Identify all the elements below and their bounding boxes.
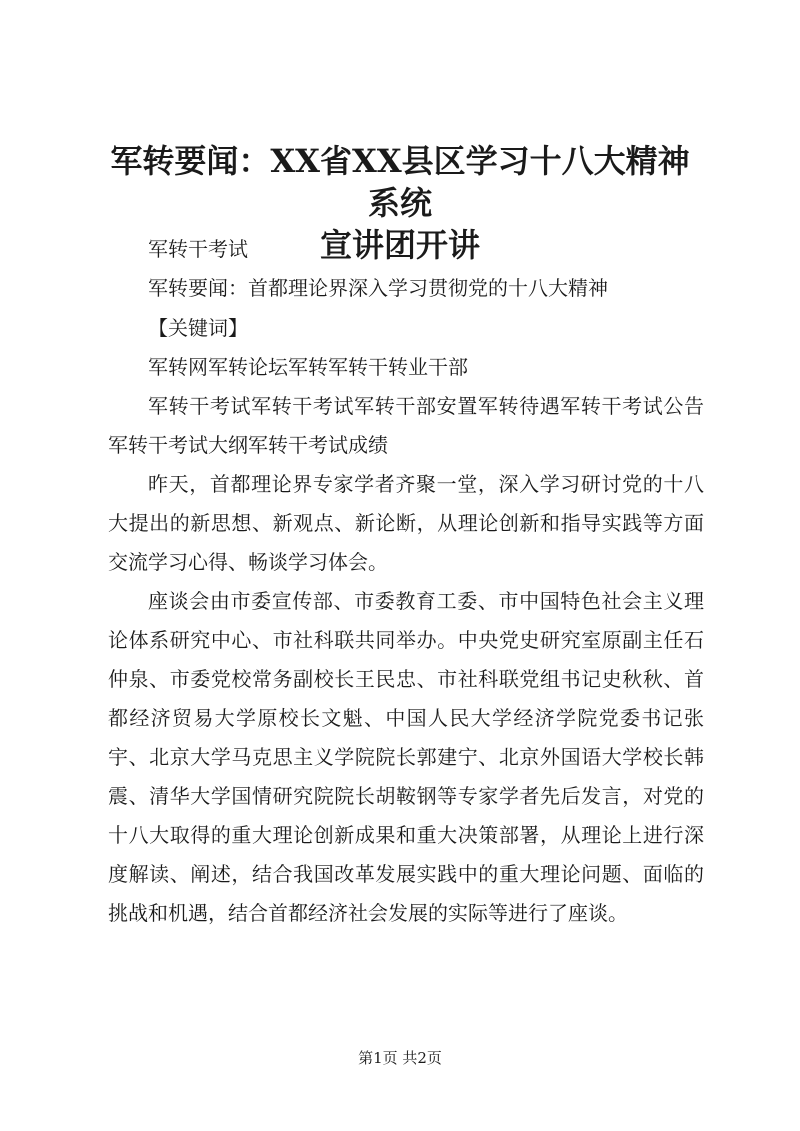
paragraph-headline: 军转要闻：首都理论界深入学习贯彻党的十八大精神: [148, 276, 608, 300]
document-body: [108, 230, 704, 933]
paragraph-keywords-heading: 【关键词】: [148, 316, 248, 340]
title-line-2: 宣讲团开讲: [319, 226, 480, 264]
paragraph-intro: 昨天，首都理论界专家学者齐聚一堂，深入学习研讨党的十八大提出的新思想、新观点、新论断，从理论创新和指导实践等方面交流学习心得、畅谈学习体会。: [108, 472, 704, 574]
paragraph-keywords-2: 军转干考试军转干考试军转干部安置军转待遇军转干考试公告军转干考试大纲军转干考试成绩: [108, 394, 704, 457]
paragraph-keywords-1: 军转网军转论坛军转军转干转业干部: [148, 355, 468, 379]
paragraph-category: 军转干考试: [148, 237, 248, 261]
title-line-1: 军转要闻：XX省XX县区学习十八大精神系统: [110, 142, 690, 222]
page-number: 第1页 共2页: [358, 1049, 442, 1067]
paragraph-main: 座谈会由市委宣传部、市委教育工委、市中国特色社会主义理论体系研究中心、市社科联共同举办。中央党史研究室原副主任石仲泉、市委党校常务副校长王民忠、市社科联党组书记史秋秋、首都经济贸易大学原校长文魁、中国人民大学经济学院党委书记张宇、北京大学马克思主义学院院长郭建宁、北京外国语大学校长韩震、清华大学国情研究院院长胡鞍钢等专家学者先后发言，对党的十八大取得的重大理论创新成果和重大决策部署，从理论上进行深度解读、阐述，结合我国改革发展实践中的重大理论问题、面临的挑战和机遇，结合首都经济社会发展的实际等进行了座谈。: [108, 589, 704, 925]
